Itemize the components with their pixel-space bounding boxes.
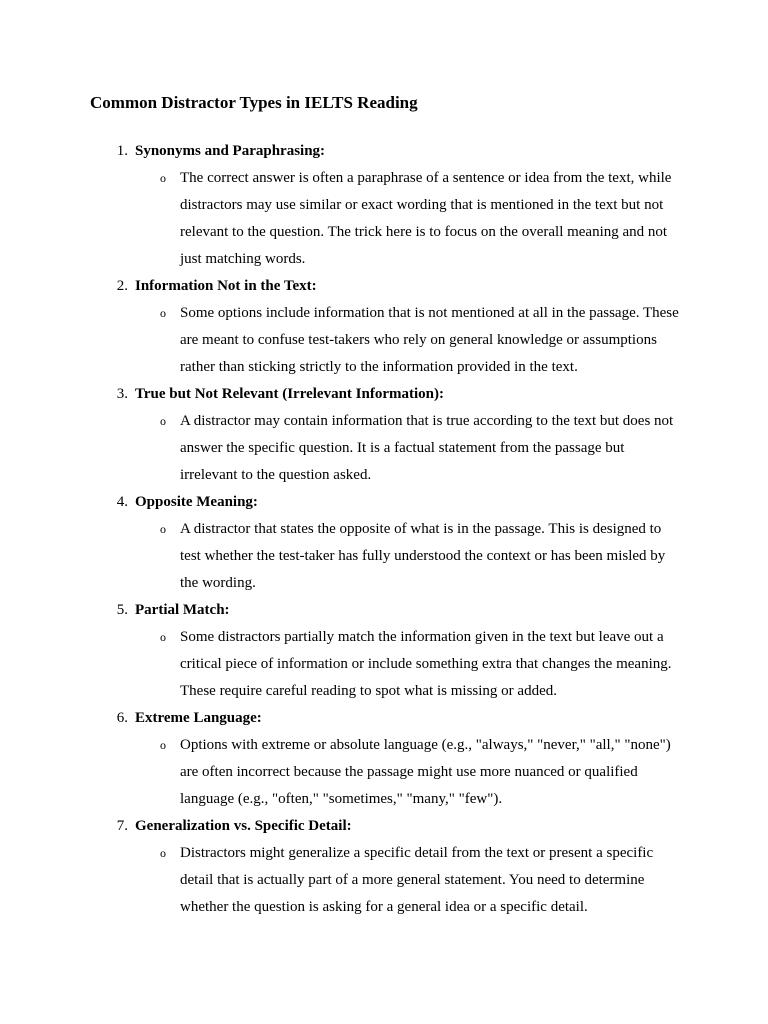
distractor-type-list: [0, 138, 768, 921]
hollow-bullet-icon: o: [160, 414, 166, 428]
list-item-number: 4.: [116, 494, 128, 510]
list-item-number: 3.: [116, 386, 128, 402]
list-item-label: Extreme Language:: [135, 710, 262, 726]
list-item-number: 6.: [116, 710, 128, 726]
list-item-label: Opposite Meaning:: [135, 494, 258, 510]
list-item-heading: [0, 138, 768, 165]
hollow-bullet-icon: o: [160, 306, 166, 320]
sub-bullet-item: [0, 408, 768, 489]
list-item-number: 2.: [116, 278, 128, 294]
list-item-label: Synonyms and Paraphrasing:: [135, 143, 326, 159]
list-item-label: True but Not Relevant (Irrelevant Information):: [135, 386, 444, 402]
list-item: [0, 138, 768, 273]
list-item-heading: [0, 273, 768, 300]
list-item: [0, 273, 768, 381]
sub-bullet-item: [0, 840, 768, 921]
list-item-number: 1.: [116, 143, 128, 159]
list-item-heading: [0, 597, 768, 624]
list-item-heading: [0, 705, 768, 732]
list-item: [0, 489, 768, 597]
list-item: [0, 381, 768, 489]
sub-bullet-text: Distractors might generalize a specific detail from the text or present a specific detail that is actually part of a more general statement. You need to determine whether the question is asking for a general idea or a specific detail.: [180, 845, 654, 915]
hollow-bullet-icon: o: [160, 630, 166, 644]
list-item-heading: [0, 381, 768, 408]
list-item-heading: [0, 813, 768, 840]
list-item-label: Generalization vs. Specific Detail:: [135, 818, 352, 834]
list-item-label: Partial Match:: [135, 602, 230, 618]
list-item: [0, 705, 768, 813]
list-item-number: 7.: [116, 818, 128, 834]
sub-bullet-item: [0, 732, 768, 813]
sub-bullet-item: [0, 516, 768, 597]
sub-bullet-text: A distractor that states the opposite of what is in the passage. This is designed to test whether the test-taker has fully understood the context or has been misled by the wording.: [180, 521, 666, 591]
sub-bullet-text: Some distractors partially match the information given in the text but leave out a critical piece of information or include something extra that changes the meaning. These require careful reading to spot what is missing or added.: [180, 629, 672, 699]
sub-bullet-text: Options with extreme or absolute language (e.g., "always," "never," "all," "none") are often incorrect because the passage might use more nuanced or qualified language (e.g., "often," "sometimes," "many," "few").: [180, 737, 671, 807]
hollow-bullet-icon: o: [160, 522, 166, 536]
document-title: Common Distractor Types in IELTS Reading: [90, 93, 418, 112]
sub-bullet-text: Some options include information that is not mentioned at all in the passage. These are meant to confuse test-takers who rely on general knowledge or assumptions rather than sticking strictly to the information provided in the text.: [180, 305, 679, 375]
hollow-bullet-icon: o: [160, 846, 166, 860]
list-item-heading: [0, 489, 768, 516]
list-item: [0, 597, 768, 705]
sub-bullet-item: [0, 165, 768, 273]
hollow-bullet-icon: o: [160, 738, 166, 752]
list-item-number: 5.: [116, 602, 128, 618]
hollow-bullet-icon: o: [160, 171, 166, 185]
sub-bullet-text: A distractor may contain information that is true according to the text but does not answer the specific question. It is a factual statement from the passage but irrelevant to the question asked.: [180, 413, 674, 483]
list-item: [0, 813, 768, 921]
list-item-label: Information Not in the Text:: [135, 278, 317, 294]
sub-bullet-text: The correct answer is often a paraphrase of a sentence or idea from the text, while distractors may use similar or exact wording that is mentioned in the text but not relevant to the question. The trick here is to focus on the overall meaning and not just matching words.: [180, 170, 672, 267]
sub-bullet-item: [0, 300, 768, 381]
sub-bullet-item: [0, 624, 768, 705]
